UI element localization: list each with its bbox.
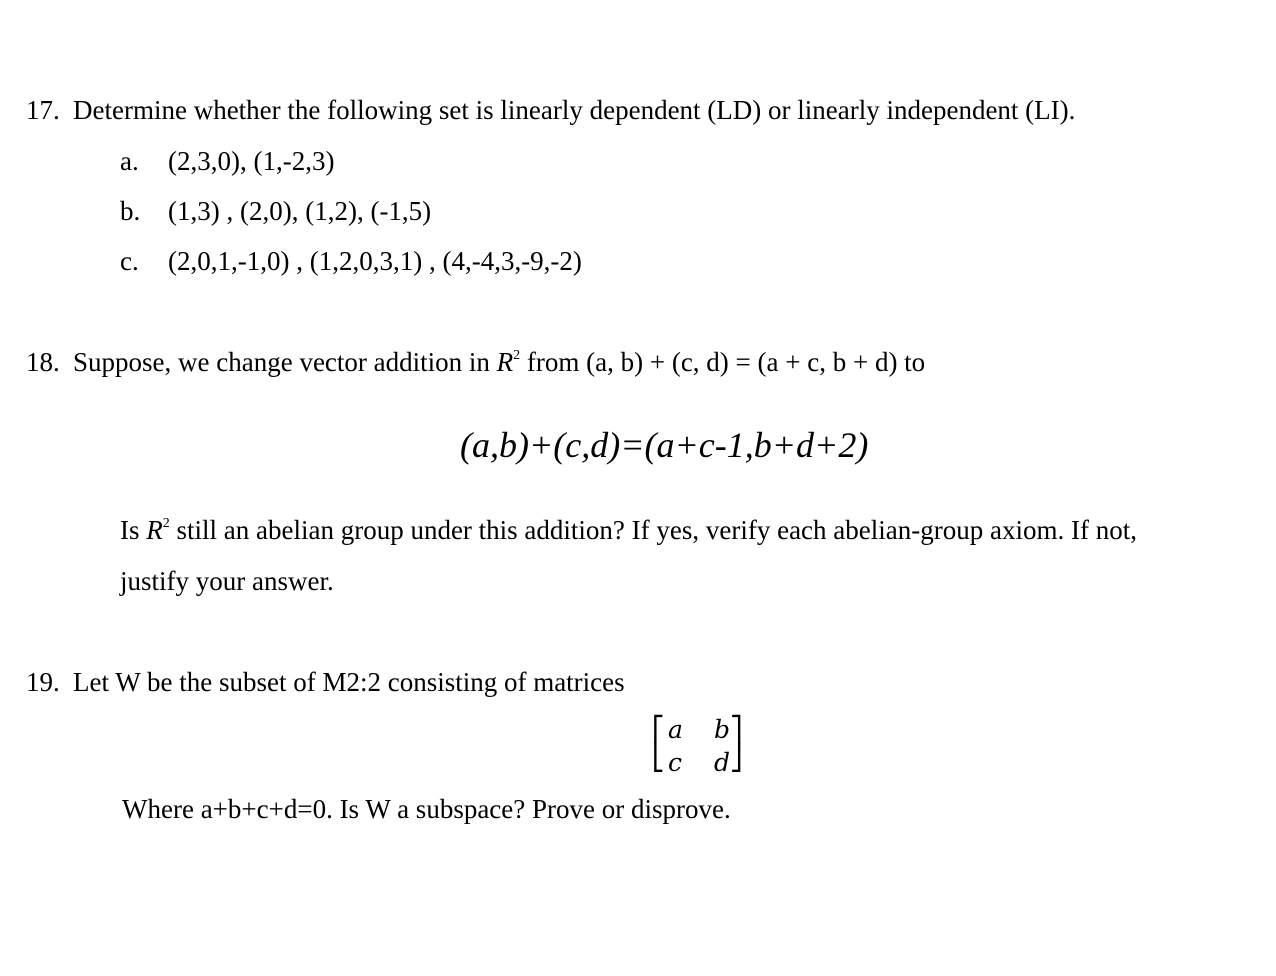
q18-formula: (a,b)+(c,d)=(a+c-1,b+d+2) xyxy=(460,425,869,465)
q17-part-b-text: (1,3) , (2,0), (1,2), (-1,5) xyxy=(168,196,432,226)
q17-number: 17. xyxy=(26,95,60,125)
q18-question-line1 xyxy=(120,514,1137,546)
q18-q-before: Is xyxy=(120,515,147,545)
q17-prompt: Determine whether the following set is linearly dependent (LD) or linearly independent (LI). xyxy=(73,95,1076,125)
q17-heading xyxy=(26,94,1075,126)
q18-prompt-before: Suppose, we change vector addition in xyxy=(73,347,497,377)
matrix-bracket-top-right: ⎤ xyxy=(730,715,743,744)
q17-part-b-label: b. xyxy=(120,196,141,226)
matrix-bracket-top-left: ⎡ xyxy=(652,715,665,744)
q17-part-a xyxy=(120,145,334,177)
q18-space-symbol: R xyxy=(496,347,514,377)
q18-q-space-symbol: R xyxy=(146,515,163,545)
q18-q-after: still an abelian group under this addition? If yes, verify each abelian-group axiom. If not, xyxy=(169,515,1137,545)
matrix-entry-a: a xyxy=(668,715,683,744)
q17-part-c xyxy=(120,245,582,277)
q18-number: 18. xyxy=(26,347,60,377)
q18-q-space-exponent: 2 xyxy=(162,516,170,531)
matrix-bracket-bottom-right: ⎦ xyxy=(730,743,743,772)
matrix-entry-c: c xyxy=(668,748,683,777)
q18-heading xyxy=(26,346,925,378)
q17-part-b xyxy=(120,195,431,227)
q19-condition: Where a+b+c+d=0. Is W a subspace? Prove or disprove. xyxy=(122,794,731,824)
q19-number: 19. xyxy=(26,667,60,697)
q17-part-c-label: c. xyxy=(120,246,139,276)
q18-question-line2: justify your answer. xyxy=(120,566,334,596)
matrix-entry-b: b xyxy=(714,715,731,744)
q17-part-a-text: (2,3,0), (1,-2,3) xyxy=(168,146,335,176)
q18-space-exponent: 2 xyxy=(513,348,521,363)
matrix-entry-d: d xyxy=(714,748,731,777)
q17-part-a-label: a. xyxy=(120,146,139,176)
q19-prompt: Let W be the subset of M2:2 consisting of matrices xyxy=(73,667,625,697)
q19-matrix xyxy=(652,716,748,778)
q18-prompt-after: from (a, b) + (c, d) = (a + c, b + d) to xyxy=(520,347,926,377)
matrix-bracket-bottom-left: ⎣ xyxy=(652,743,665,772)
q17-part-c-text: (2,0,1,-1,0) , (1,2,0,3,1) , (4,-4,3,-9,-2) xyxy=(168,246,582,276)
q19-heading xyxy=(26,666,625,698)
